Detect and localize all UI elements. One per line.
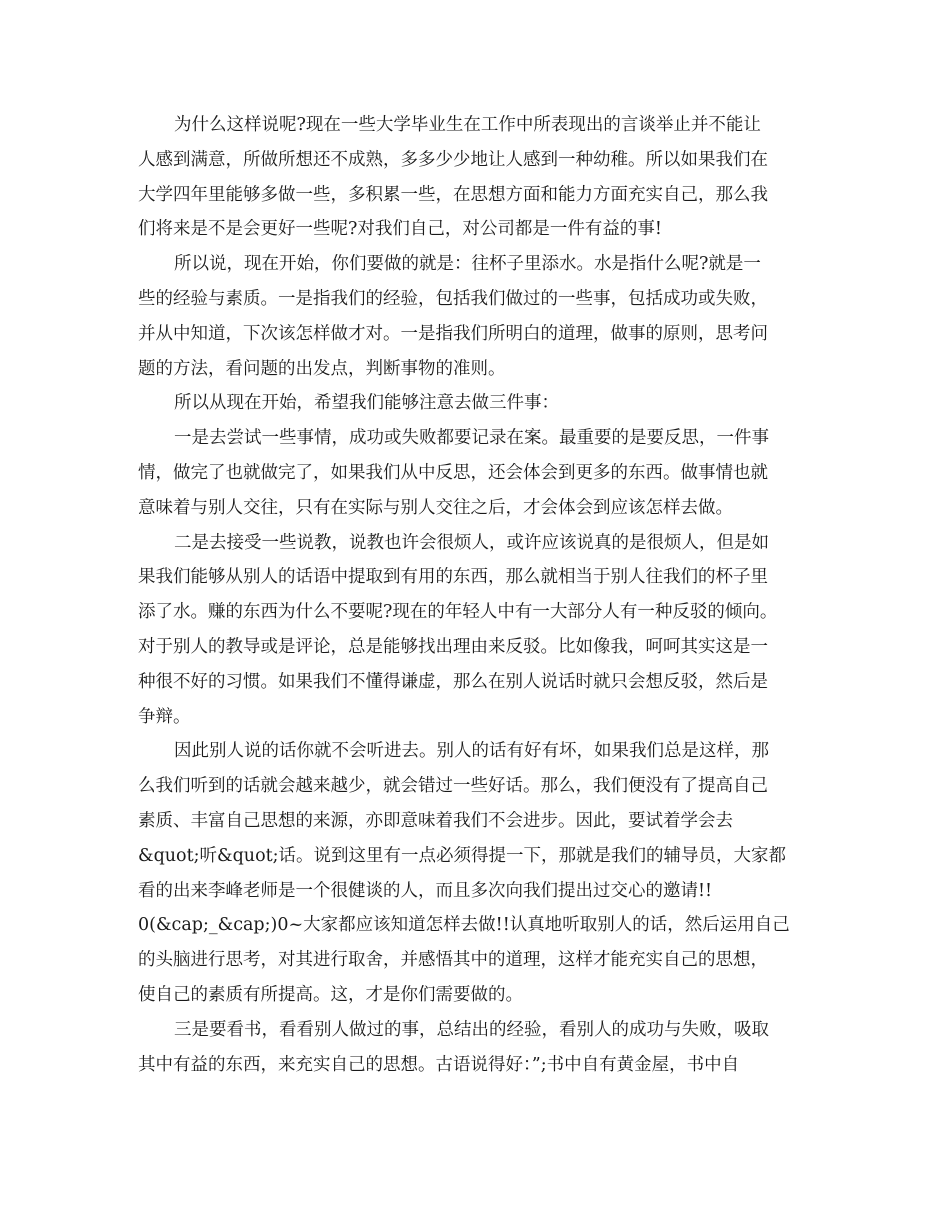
text-line: 看的出来李峰老师是一个很健谈的人，而且多次向我们提出过交心的邀请!! [138,880,713,901]
text-line: 所以说，现在开始，你们要做的就是：往杯子里添水。水是指什么呢?就是一 [174,254,761,275]
text-line: 种很不好的习惯。如果我们不懂得谦虚，那么在别人说话时就只会想反驳，然后是 [138,671,768,692]
text-line: 意味着与别人交往，只有在实际与别人交往之后，才会体会到应该怎样去做。 [138,497,733,518]
text-line: 果我们能够从别人的话语中提取到有用的东西，那么就相当于别人往我们的杯子里 [138,567,768,588]
text-line: 使自己的素质有所提高。这，才是你们需要做的。 [138,984,523,1005]
text-line: 所以从现在开始，希望我们能够注意去做三件事： [174,393,559,414]
document-body [138,108,828,1082]
text-line: 人感到满意，所做所想还不成熟，多多少少地让人感到一种幼稚。所以如果我们在 [138,149,768,170]
text-line: 并从中知道，下次该怎样做才对。一是指我们所明白的道理，做事的原则，思考问 [138,323,768,344]
paragraph [138,108,828,247]
paragraph [138,421,828,525]
paragraph [138,247,828,386]
paragraph [138,526,828,735]
text-line: 三是要看书，看看别人做过的事，总结出的经验，看别人的成功与失败，吸取 [174,1019,769,1040]
text-line: 么我们听到的话就会越来越少，就会错过一些好话。那么，我们便没有了提高自己 [138,776,768,797]
text-line: 素质、丰富自己思想的来源，亦即意味着我们不会进步。因此，要试着学会去 [138,810,733,831]
text-line: 情，做完了也就做完了，如果我们从中反思，还会体会到更多的东西。做事情也就 [138,462,768,483]
text-line: 题的方法，看问题的出发点，判断事物的准则。 [138,358,506,379]
text-line: 一是去尝试一些事情，成功或失败都要记录在案。最重要的是要反思，一件事 [174,428,769,449]
text-line: 争辩。 [138,706,191,727]
text-line: 的头脑进行思考，对其进行取舍，并感悟其中的道理，这样才能充实自己的思想， [138,950,768,971]
text-line: &quot;听&quot;话。说到这里有一点必须得提一下，那就是我们的辅导员，大家都 [138,845,787,866]
text-line: 因此别人说的话你就不会听进去。别人的话有好有坏，如果我们总是这样，那 [174,741,769,762]
paragraph [138,1013,828,1083]
text-line: 添了水。赚的东西为什么不要呢?现在的年轻人中有一大部分人有一种反驳的倾向。 [138,602,778,623]
text-line: 0(&cap;_&cap;)0~大家都应该知道怎样去做!!认真地听取别人的话，然后运用自己 [138,915,790,936]
text-line: 为什么这样说呢?现在一些大学毕业生在工作中所表现出的言谈举止并不能让 [174,115,761,135]
paragraph [138,386,828,421]
text-line: 二是去接受一些说教，说教也许会很烦人，或许应该说真的是很烦人，但是如 [174,532,769,553]
text-line: 大学四年里能够多做一些，多积累一些，在思想方面和能力方面充实自己，那么我 [138,184,768,205]
text-line: 其中有益的东西，来充实自己的思想。古语说得好：”;书中自有黄金屋，书中自 [138,1054,740,1075]
paragraph [138,734,828,1012]
text-line: 些的经验与素质。一是指我们的经验，包括我们做过的一些事，包括成功或失败， [138,288,768,309]
text-line: 对于别人的教导或是评论，总是能够找出理由来反驳。比如像我，呵呵其实这是一 [138,636,768,657]
text-line: 们将来是不是会更好一些呢?对我们自己，对公司都是一件有益的事! [138,219,662,240]
